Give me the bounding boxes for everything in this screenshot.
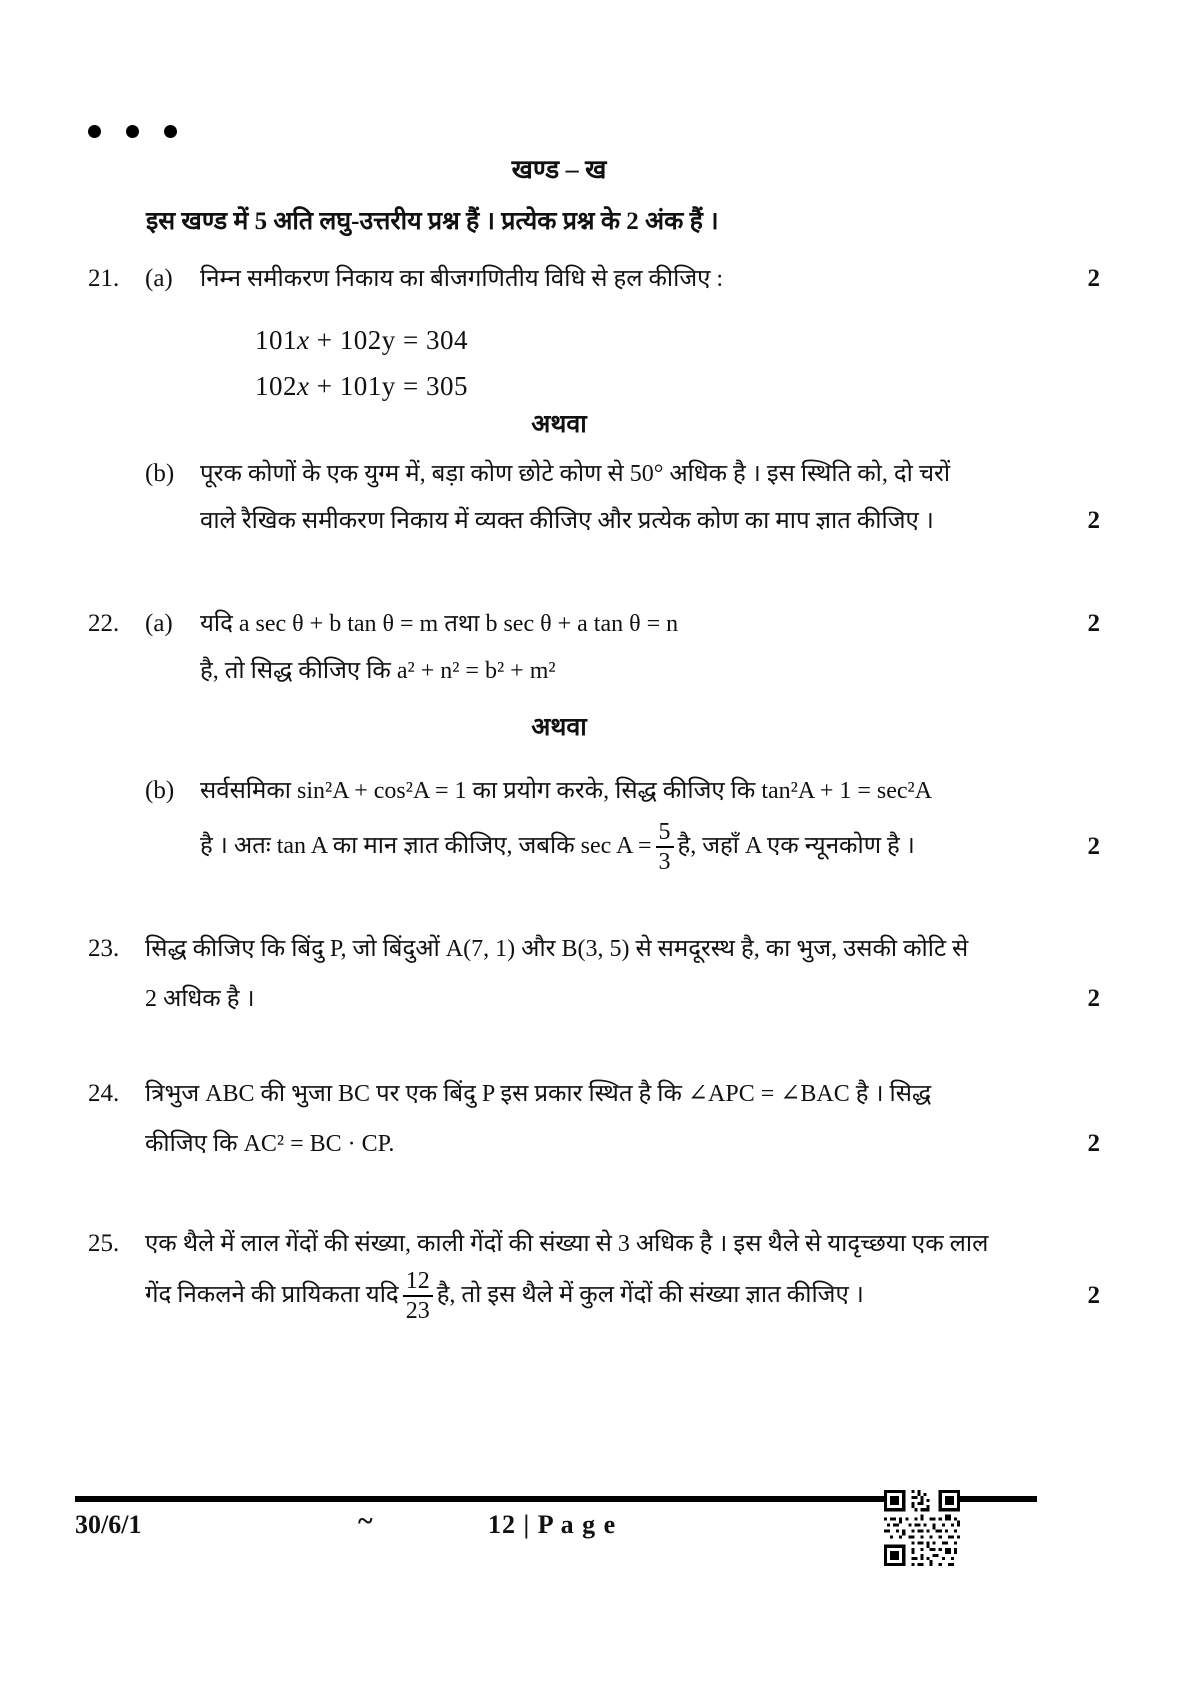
question-22b-row bbox=[88, 774, 1100, 808]
question-text: पूरक कोणों के एक युग्म में, बड़ा कोण छोटे कोण से 50° अधिक है । इस स्थिति को, दो चरों bbox=[200, 461, 951, 487]
page-number-label: 12 | P a g e bbox=[488, 1510, 617, 1539]
dot-icon bbox=[164, 125, 177, 138]
fraction-denominator: 3 bbox=[658, 849, 671, 876]
question-24-row bbox=[88, 1077, 1100, 1111]
fraction-numerator: 5 bbox=[656, 819, 674, 848]
fraction bbox=[656, 819, 674, 876]
equation-line bbox=[255, 322, 1100, 358]
question-text: है, तो सिद्ध कीजिए कि a² + n² = b² + m² bbox=[200, 658, 556, 684]
section-heading: खण्ड – ख bbox=[511, 155, 607, 184]
equation-variable: x bbox=[297, 325, 310, 355]
marks-label: 2 bbox=[1087, 833, 1100, 861]
question-text: निम्न समीकरण निकाय का बीजगणितीय विधि से हल कीजिए : bbox=[200, 266, 724, 292]
equation-rest: + 101y = 305 bbox=[309, 371, 468, 401]
question-number: 25. bbox=[88, 1229, 120, 1257]
equation-rest: + 102y = 304 bbox=[309, 325, 468, 355]
tilde-separator: ~ bbox=[358, 1506, 373, 1537]
marks-label: 2 bbox=[1087, 1282, 1100, 1310]
or-separator: अथवा bbox=[531, 411, 587, 438]
section-instruction: इस खण्ड में 5 अति लघु-उत्तरीय प्रश्न हैं । प्रत्येक प्रश्न के 2 अंक हैं । bbox=[146, 208, 719, 235]
fraction-numerator: 12 bbox=[403, 1268, 433, 1297]
question-22a-row bbox=[88, 654, 1100, 688]
paper-code: 30/6/1 bbox=[75, 1510, 142, 1539]
part-label: (b) bbox=[145, 460, 175, 487]
question-text-segment: है, तो इस थैले में कुल गेंदों की संख्या ज्ञात कीजिए । bbox=[436, 1281, 864, 1308]
marks-label: 2 bbox=[1087, 265, 1100, 292]
question-text: सर्वसमिका sin²A + cos²A = 1 का प्रयोग करके, सिद्ध कीजिए कि tan²A + 1 = sec²A bbox=[200, 778, 933, 804]
question-23-row bbox=[88, 932, 1100, 966]
question-number: 23. bbox=[88, 934, 120, 962]
question-number: 24. bbox=[88, 1079, 120, 1107]
part-label: (a) bbox=[145, 265, 173, 292]
question-text-segment: है, जहाँ A एक न्यूनकोण है । bbox=[677, 832, 915, 859]
equation-variable: x bbox=[297, 371, 310, 401]
fraction bbox=[403, 1268, 433, 1325]
question-21a-row bbox=[88, 262, 1100, 296]
question-text: कीजिए कि AC² = BC · CP. bbox=[145, 1130, 395, 1157]
bullet-dots-icon bbox=[88, 125, 1100, 138]
question-text bbox=[145, 1268, 1030, 1325]
marks-label: 2 bbox=[1087, 984, 1100, 1012]
question-21b-row bbox=[88, 504, 1100, 538]
question-23-row bbox=[88, 982, 1100, 1016]
marks-label: 2 bbox=[1087, 507, 1100, 534]
equation-coefficient: 102 bbox=[255, 371, 297, 401]
question-text: वाले रैखिक समीकरण निकाय में व्यक्त कीजिए और प्रत्येक कोण का माप ज्ञात कीजिए । bbox=[200, 508, 934, 534]
question-text: सिद्ध कीजिए कि बिंदु P, जो बिंदुओं A(7, 1) और B(3, 5) से समदूरस्थ है, का भुज, उसकी कोटि से bbox=[145, 935, 969, 962]
question-number: 21. bbox=[88, 265, 120, 292]
question-text: यदि a sec θ + b tan θ = m तथा b sec θ + a tan θ = n bbox=[200, 611, 679, 637]
question-22a-row bbox=[88, 607, 1100, 641]
equation-line bbox=[255, 368, 1100, 404]
marks-label: 2 bbox=[1087, 1129, 1100, 1157]
equation-coefficient: 101 bbox=[255, 325, 297, 355]
or-separator: अथवा bbox=[531, 714, 587, 741]
question-text: त्रिभुज ABC की भुजा BC पर एक बिंदु P इस प्रकार स्थित है कि ∠APC = ∠BAC है । सिद्ध bbox=[145, 1080, 932, 1107]
fraction-denominator: 23 bbox=[405, 1298, 430, 1325]
question-text: एक थैले में लाल गेंदों की संख्या, काली गेंदों की संख्या से 3 अधिक है । इस थैले से यादृच्छया एक लाल bbox=[145, 1230, 989, 1257]
part-label: (b) bbox=[145, 777, 175, 804]
question-text-segment: गेंद निकलने की प्रायिकता यदि bbox=[145, 1281, 399, 1308]
qr-code-icon bbox=[884, 1490, 960, 1566]
question-21b-row bbox=[88, 457, 1100, 491]
dot-icon bbox=[88, 125, 101, 138]
question-text bbox=[200, 819, 1030, 876]
question-24-row bbox=[88, 1127, 1100, 1161]
part-label: (a) bbox=[145, 610, 173, 637]
question-text: 2 अधिक है । bbox=[145, 985, 255, 1012]
question-25-row bbox=[88, 1227, 1100, 1261]
dot-icon bbox=[126, 125, 139, 138]
question-25-row bbox=[88, 1268, 1100, 1325]
question-text-segment: है । अतः tan A का मान ज्ञात कीजिए, जबकि sec A = bbox=[200, 832, 652, 859]
question-number: 22. bbox=[88, 610, 120, 637]
question-22b-row bbox=[88, 819, 1100, 876]
marks-label: 2 bbox=[1087, 610, 1100, 637]
